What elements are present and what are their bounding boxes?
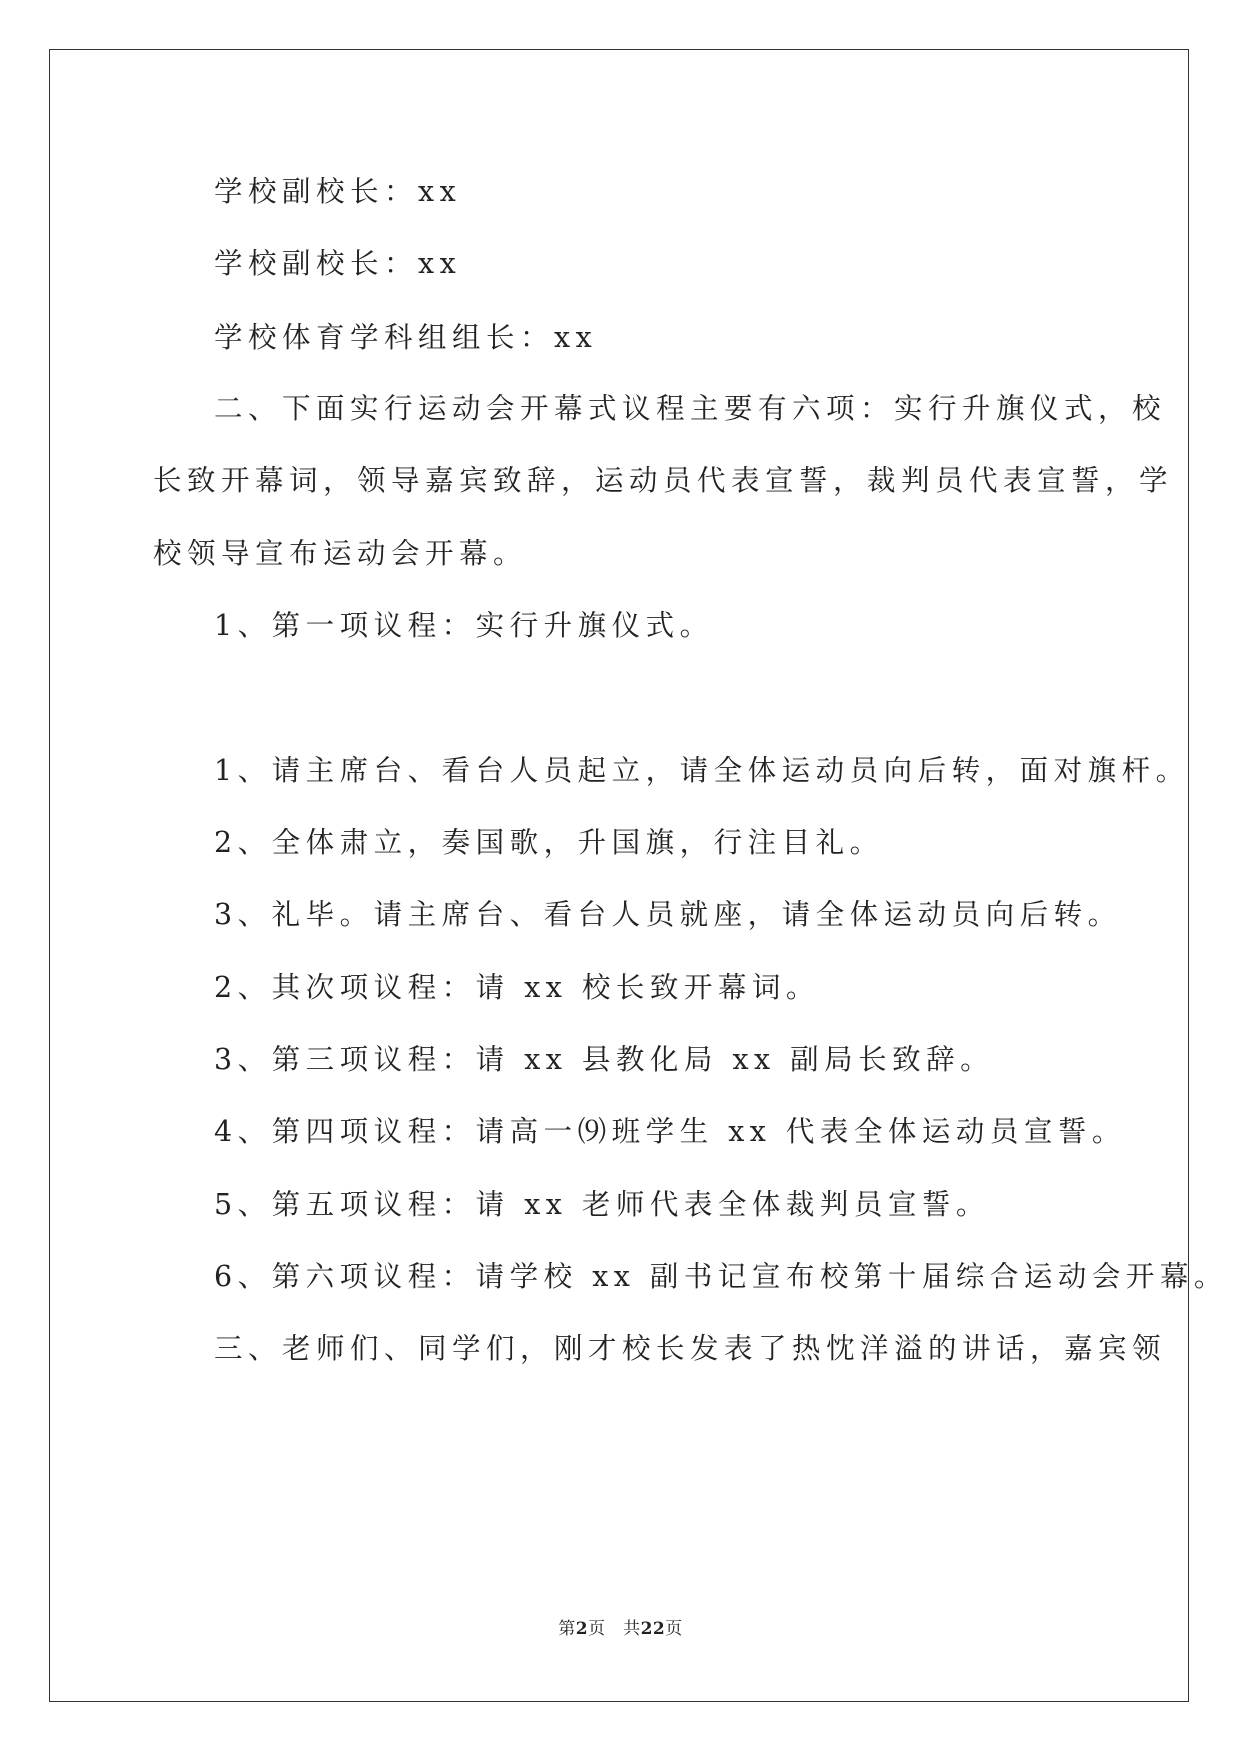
text-line: 三、老师们、同学们，刚才校长发表了热忱洋溢的讲话，嘉宾领 — [214, 1332, 1167, 1365]
text-line: 2、其次项议程：请 xx 校长致开幕词。 — [214, 971, 820, 1004]
text-line: 学校体育学科组组长：xx — [214, 321, 598, 354]
footer-page-number: 2 — [575, 1619, 589, 1639]
text-line: 2、全体肃立，奏国歌，升国旗，行注目礼。 — [214, 826, 884, 859]
page-footer — [0, 1617, 1241, 1641]
text-line: 5、第五项议程：请 xx 老师代表全体裁判员宣誓。 — [214, 1188, 990, 1221]
footer-suffix: 页 — [665, 1619, 683, 1639]
text-line: 二、下面实行运动会开幕式议程主要有六项：实行升旗仪式，校 — [214, 392, 1167, 425]
text-line: 长致开幕词，领导嘉宾致辞，运动员代表宣誓，裁判员代表宣誓，学 — [153, 464, 1174, 497]
text-line: 学校副校长：xx — [214, 247, 462, 280]
text-line: 1、第一项议程：实行升旗仪式。 — [214, 609, 714, 642]
text-line: 3、礼毕。请主席台、看台人员就座，请全体运动员向后转。 — [214, 898, 1122, 931]
page-frame — [49, 49, 1189, 1702]
text-line: 4、第四项议程：请高一⑼班学生 xx 代表全体运动员宣誓。 — [214, 1115, 1126, 1148]
text-line: 1、请主席台、看台人员起立，请全体运动员向后转，面对旗杆。 — [214, 754, 1190, 787]
footer-middle: 页 共 — [588, 1619, 641, 1639]
text-line: 6、第六项议程：请学校 xx 副书记宣布校第十届综合运动会开幕。 — [214, 1260, 1228, 1293]
text-line: 3、第三项议程：请 xx 县教化局 xx 副局长致辞。 — [214, 1043, 995, 1076]
text-line: 校领导宣布运动会开幕。 — [153, 537, 528, 570]
footer-prefix: 第 — [558, 1619, 576, 1639]
footer-total-pages: 22 — [640, 1619, 666, 1639]
text-line: 学校副校长：xx — [214, 175, 462, 208]
